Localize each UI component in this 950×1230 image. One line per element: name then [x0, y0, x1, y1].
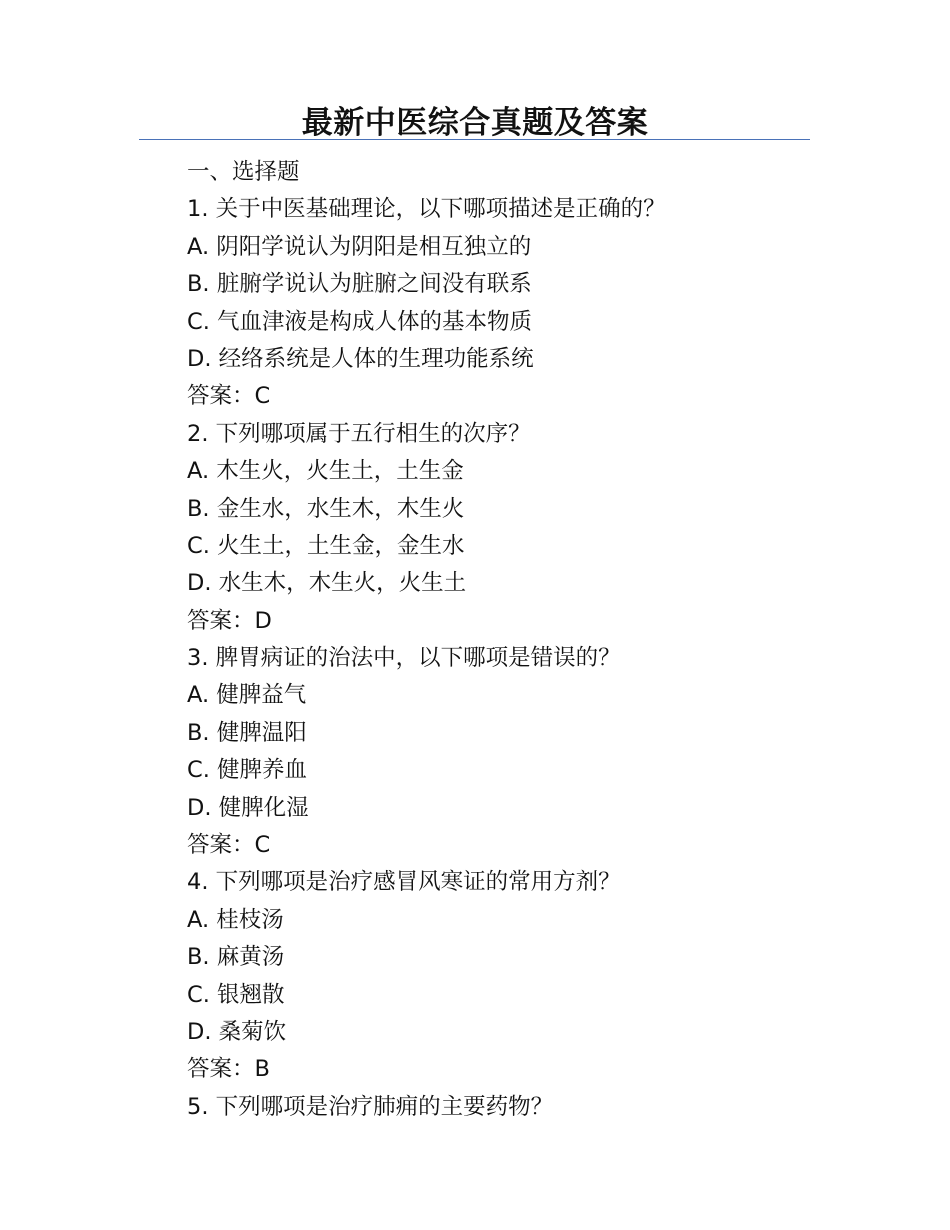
question-3-option-c: C. 健脾养血 [187, 757, 308, 784]
question-4-option-b: B. 麻黄汤 [187, 944, 285, 971]
document-body [187, 154, 827, 1126]
question-3-option-b: B. 健脾温阳 [187, 719, 307, 746]
question-3-stem: 3. 脾胃病证的治法中，以下哪项是错误的？ [187, 645, 621, 672]
question-2-option-c: C. 火生土，土生金，金生水 [187, 532, 465, 559]
question-2-option-a: A. 木生火，火生土，土生金 [187, 458, 464, 485]
question-2-option-b: B. 金生水，水生木，木生火 [187, 495, 465, 522]
question-4-option-d: D. 桑菊饮 [187, 1018, 287, 1045]
question-2-answer: 答案：D [187, 607, 272, 634]
question-1-option-b: B. 脏腑学说认为脏腑之间没有联系 [187, 271, 532, 298]
question-3-option-a: A. 健脾益气 [187, 682, 307, 709]
question-4-stem: 4. 下列哪项是治疗感冒风寒证的常用方剂？ [187, 869, 621, 896]
section-heading: 一、选择题 [187, 159, 300, 185]
question-1-option-c: C. 气血津液是构成人体的基本物质 [187, 308, 533, 335]
question-1-option-d: D. 经络系统是人体的生理功能系统 [187, 345, 534, 372]
question-1-stem: 1. 关于中医基础理论，以下哪项描述是正确的？ [187, 196, 666, 223]
question-4-option-a: A. 桂枝汤 [187, 906, 284, 933]
question-4-option-c: C. 银翘散 [187, 981, 285, 1008]
question-2-option-d: D. 水生木，木生火，火生土 [187, 570, 467, 597]
question-1-answer: 答案：C [187, 383, 271, 410]
question-3-answer: 答案：C [187, 832, 271, 859]
question-2-stem: 2. 下列哪项属于五行相生的次序？ [187, 420, 531, 447]
title-underline [139, 139, 810, 140]
question-5-stem: 5. 下列哪项是治疗肺痈的主要药物？ [187, 1093, 554, 1120]
question-4-answer: 答案：B [187, 1056, 270, 1083]
question-3-option-d: D. 健脾化湿 [187, 794, 309, 821]
document-title: 最新中医综合真题及答案 [301, 105, 649, 141]
question-1-option-a: A. 阴阳学说认为阴阳是相互独立的 [187, 233, 532, 260]
